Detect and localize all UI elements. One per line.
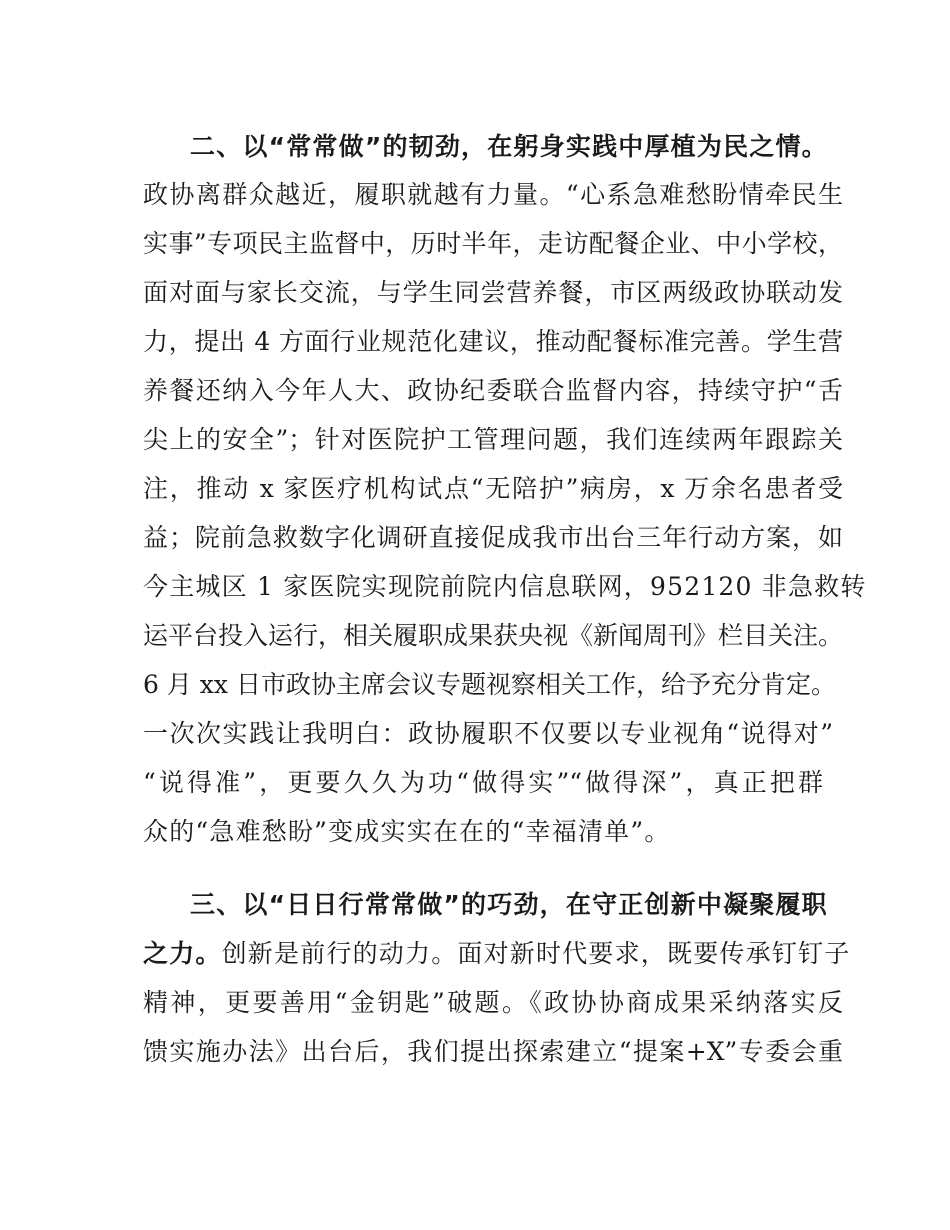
section-2-line-11: 6 月 xx 日市政协主席会议专题视察相关工作，给予充分肯定。	[143, 670, 836, 699]
section-2-line-1: 政协离群众越近，履职就越有力量。“心系急难愁盼情牵民生	[143, 180, 843, 209]
section-2-line-10: 运平台投入运行，相关履职成果获央视《新闻周刊》栏目关注。	[143, 621, 844, 650]
section-2-line-8: 益；院前急救数字化调研直接促成我市出台三年行动方案，如	[143, 523, 843, 552]
section-2-line-12: 一次次实践让我明白：政协履职不仅要以专业视角“说得对”	[143, 719, 833, 748]
section-3-heading-line-1: 三、以“日日行常常做”的巧劲，在守正创新中凝聚履职	[190, 890, 828, 919]
section-2-line-6: 尖上的安全”；针对医院护工管理问题，我们连续两年跟踪关	[143, 425, 843, 454]
section-3-heading-line-2	[143, 934, 851, 974]
section-2-line-4: 力，提出 4 方面行业规范化建议，推动配餐标准完善。学生营	[143, 327, 843, 356]
section-2-line-5: 养餐还纳入今年人大、政协纪委联合监督内容，持续守护“舌	[143, 376, 843, 405]
section-2-line-2: 实事”专项民主监督中，历时半年，走访配餐企业、中小学校，	[143, 229, 843, 258]
section-2-line-13: “说得准”，更要久久为功“做得实”“做得深”，真正把群	[143, 768, 823, 797]
section-3-line-1: 精神，更要善用“金钥匙”破题。《政协协商成果采纳落实反	[143, 988, 843, 1017]
section-2-line-9: 今主城区 1 家医院实现院前院内信息联网，952120 非急救转	[143, 572, 867, 601]
section-2-heading: 二、以“常常做”的韧劲，在躬身实践中厚植为民之情。	[190, 132, 828, 161]
section-3-first-sentence: 创新是前行的动力。面对新时代要求，既要传承钉钉子	[221, 939, 851, 968]
section-2-line-14: 众的“急难愁盼”变成实实在在的“幸福清单”。	[143, 817, 671, 846]
section-2-line-7: 注，推动 x 家医疗机构试点“无陪护”病房，x 万余名患者受	[143, 474, 843, 503]
section-3-heading-tail: 之力。	[143, 939, 222, 968]
section-3-line-2: 馈实施办法》出台后，我们提出探索建立“提案+X”专委会重	[143, 1037, 843, 1066]
section-2-line-3: 面对面与家长交流，与学生同尝营养餐，市区两级政协联动发	[143, 278, 843, 307]
